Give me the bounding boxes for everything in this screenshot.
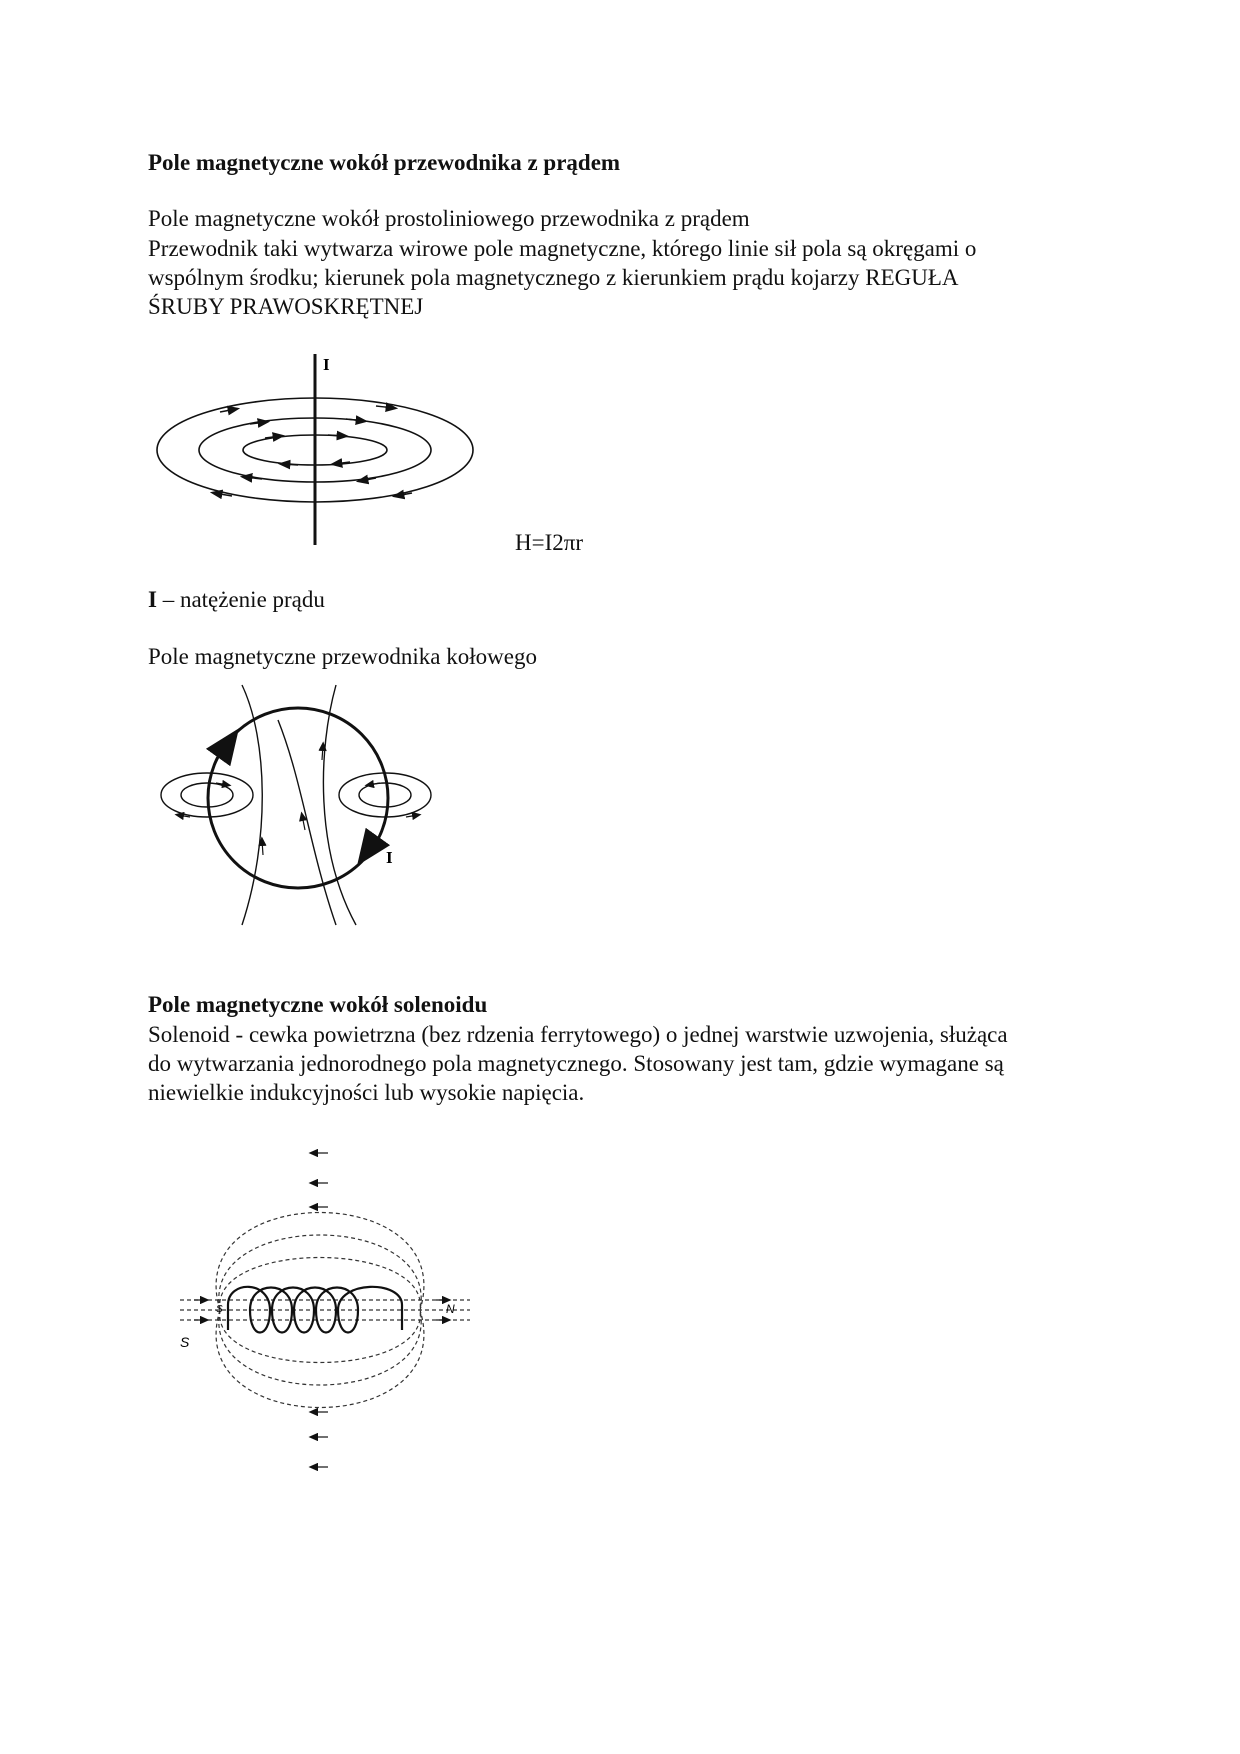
paragraph-line-3: ŚRUBY PRAWOSKRĘTNEJ [148, 294, 424, 319]
current-legend-text: – natężenie prądu [156, 587, 325, 612]
field-line-center [278, 720, 336, 925]
solenoid-coil [228, 1287, 402, 1333]
section-title-conductor: Pole magnetyczne wokół przewodnika z prądem [148, 150, 621, 175]
current-symbol: I [148, 587, 157, 612]
field-formula: H=I2πr [515, 530, 584, 555]
solenoid-line-3: niewielkie indukcyjności lub wysokie napięcia. [148, 1080, 585, 1105]
subtitle-circular-conductor: Pole magnetyczne przewodnika kołowego [148, 644, 537, 669]
figure-circular-conductor-field [150, 680, 450, 930]
pole-left-label: S [180, 1334, 190, 1350]
solenoid-line-1: Solenoid - cewka powietrzna (bez rdzenia ferrytowego) o jednej warstwie uzwojenia, służąca [148, 1022, 1008, 1047]
field-line-right [323, 685, 356, 925]
loop-current-label: I [386, 848, 393, 867]
pole-left-inner-label: S [216, 1304, 223, 1315]
current-label: I [323, 355, 330, 374]
paragraph-line-2: wspólnym środku; kierunek pola magnetycznego z kierunkiem prądu kojarzy REGUŁA [148, 265, 959, 290]
current-legend [148, 585, 325, 615]
figure-solenoid-field [180, 1140, 480, 1480]
paragraph-line-1: Przewodnik taki wytwarza wirowe pole magnetyczne, którego linie sił pola są okręgami o [148, 236, 977, 261]
figure-straight-conductor-field [150, 350, 490, 550]
section-title-solenoid: Pole magnetyczne wokół solenoidu [148, 992, 488, 1017]
current-loop [208, 708, 388, 888]
pole-right-label: N [446, 1302, 455, 1316]
subtitle-straight-conductor: Pole magnetyczne wokół prostoliniowego przewodnika z prądem [148, 206, 750, 231]
field-line-bottom-1 [216, 1310, 424, 1408]
solenoid-line-2: do wytwarzania jednorodnego pola magnetycznego. Stosowany jest tam, gdzie wymagane są [148, 1051, 1004, 1076]
